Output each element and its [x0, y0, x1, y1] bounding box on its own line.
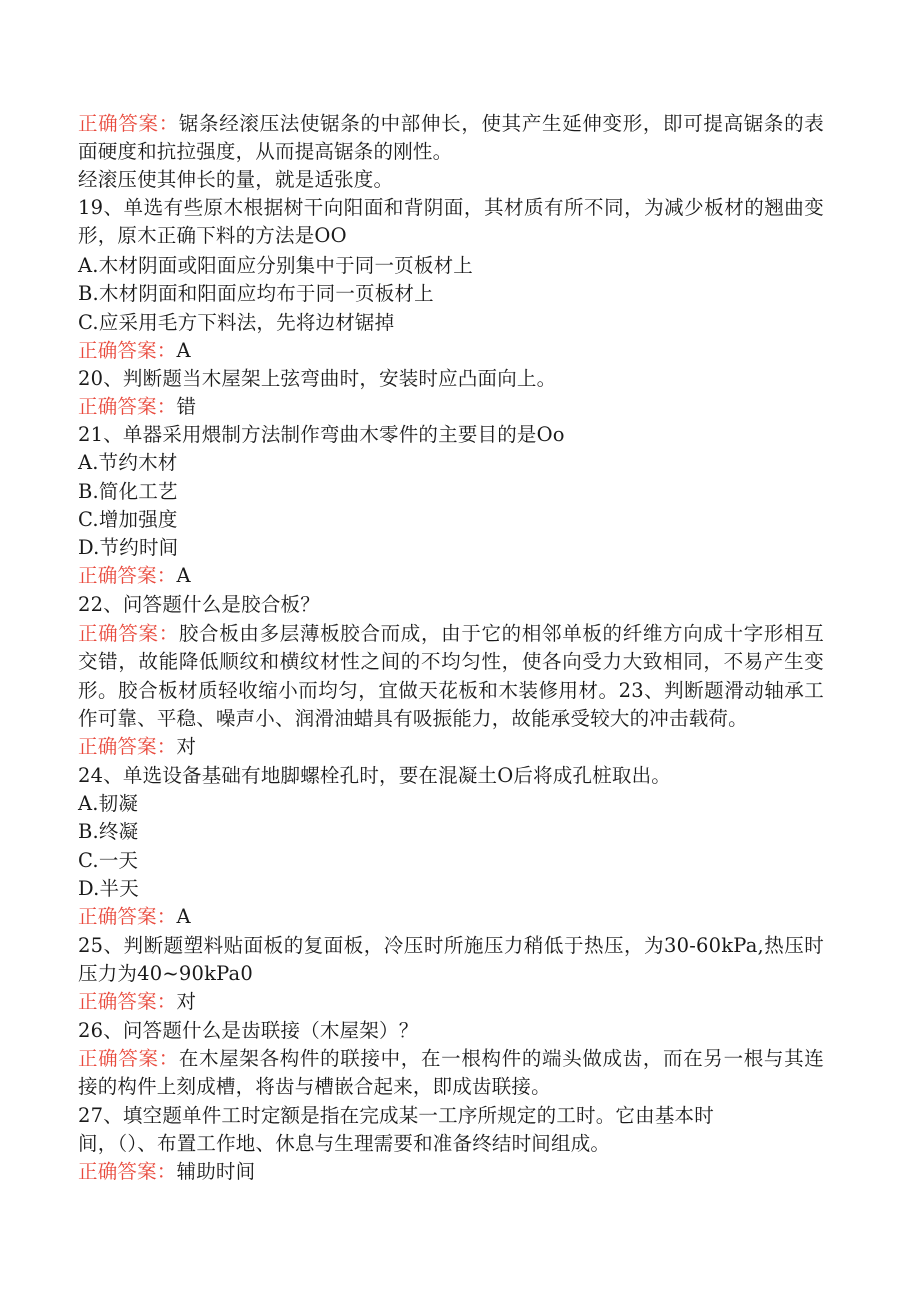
- text-line: 间，（）、布置工作地、休息与生理需要和准备终结时间组成。: [78, 1132, 611, 1155]
- question-20: 20、判断题当木屋架上弦弯曲时，安装时应凸面向上。: [78, 367, 557, 390]
- answer-label: 正确答案：: [78, 735, 177, 758]
- answer-line: [78, 620, 824, 648]
- answer-line: [78, 393, 196, 421]
- answer-label: 正确答案：: [78, 905, 177, 928]
- answer-line: [78, 988, 196, 1016]
- option-line: B.终凝: [78, 820, 139, 843]
- text-line: 面硬度和抗拉强度，从而提高锯条的刚性。: [78, 140, 453, 163]
- question-19: 19、单选有些原木根据树干向阳面和背阴面，其材质有所不同，为减少板材的翘曲变: [78, 196, 824, 219]
- text-line: 经滚压使其伸长的量，就是适张度。: [78, 168, 394, 191]
- answer-label: 正确答案：: [78, 622, 179, 645]
- answer-line: [78, 733, 196, 761]
- answer-text: 在木屋架各构件的联接中，在一根构件的端头做成齿，而在另一根与其连: [178, 1047, 824, 1070]
- text-line: 交错，故能降低顺纹和横纹材性之间的不均匀性，使各向受力大致相同，不易产生变: [78, 650, 824, 673]
- text-line: 压力为40~90kPa0: [78, 962, 253, 985]
- answer-label: 正确答案：: [78, 339, 177, 362]
- question-25: 25、判断题塑料贴面板的复面板，冷压时所施压力稍低于热压，为30-60kPa,热压时: [78, 934, 824, 957]
- answer-line: [78, 1158, 255, 1186]
- option-line: B.木材阴面和阳面应均布于同一页板材上: [78, 282, 434, 305]
- question-22: 22、问答题什么是胶合板？: [78, 593, 320, 616]
- text-line: 接的构件上刻成槽，将齿与槽嵌合起来，即成齿联接。: [78, 1075, 551, 1098]
- answer-label: 正确答案：: [78, 1047, 179, 1070]
- question-24: 24、单选设备基础有地脚螺栓孔时，要在混凝土O后将成孔桩取出。: [78, 764, 671, 787]
- answer-text: A: [176, 339, 191, 362]
- answer-text: 错: [176, 395, 197, 418]
- text-line: 形，原木正确下料的方法是OO: [78, 224, 347, 247]
- answer-text: A: [176, 905, 191, 928]
- answer-text: A: [176, 564, 191, 587]
- option-line: A.木材阴面或阳面应分别集中于同一页板材上: [78, 254, 473, 277]
- answer-label: 正确答案：: [78, 564, 177, 587]
- answer-text: 锯条经滚压法使锯条的中部伸长，使其产生延伸变形，即可提高锯条的表: [178, 112, 824, 135]
- option-line: D.半天: [78, 877, 139, 900]
- answer-text: 对: [176, 735, 197, 758]
- text-line: 形。胶合板材质轻收缩小而均匀，宜做天花板和木装修用材。23、判断题滑动轴承工: [78, 679, 824, 702]
- answer-label: 正确答案：: [78, 112, 179, 135]
- question-27: 27、填空题单件工时定额是指在完成某一工序所规定的工时。它由基本时: [78, 1104, 714, 1127]
- answer-line: [78, 110, 824, 138]
- answer-line: [78, 903, 191, 931]
- answer-label: 正确答案：: [78, 990, 177, 1013]
- option-line: D.节约时间: [78, 536, 179, 559]
- question-26: 26、问答题什么是齿联接（木屋架）？: [78, 1019, 419, 1042]
- answer-text: 对: [176, 990, 197, 1013]
- answer-label: 正确答案：: [78, 395, 177, 418]
- option-line: A.节约木材: [78, 451, 178, 474]
- option-line: C.增加强度: [78, 508, 178, 531]
- text-line: 作可靠、平稳、噪声小、润滑油蜡具有吸振能力，故能承受较大的冲击载荷。: [78, 707, 748, 730]
- option-line: C.一天: [78, 849, 139, 872]
- option-line: C.应采用毛方下料法，先将边材锯掉: [78, 311, 395, 334]
- answer-line: [78, 337, 191, 365]
- answer-text: 辅助时间: [176, 1160, 256, 1183]
- question-21: 21、单器采用煨制方法制作弯曲木零件的主要目的是Oo: [78, 423, 565, 446]
- option-line: B.简化工艺: [78, 480, 178, 503]
- answer-label: 正确答案：: [78, 1160, 177, 1183]
- answer-line: [78, 562, 191, 590]
- answer-text: 胶合板由多层薄板胶合而成，由于它的相邻单板的纤维方向成十字形相互: [178, 622, 824, 645]
- answer-line: [78, 1045, 824, 1073]
- option-line: A.韧凝: [78, 792, 139, 815]
